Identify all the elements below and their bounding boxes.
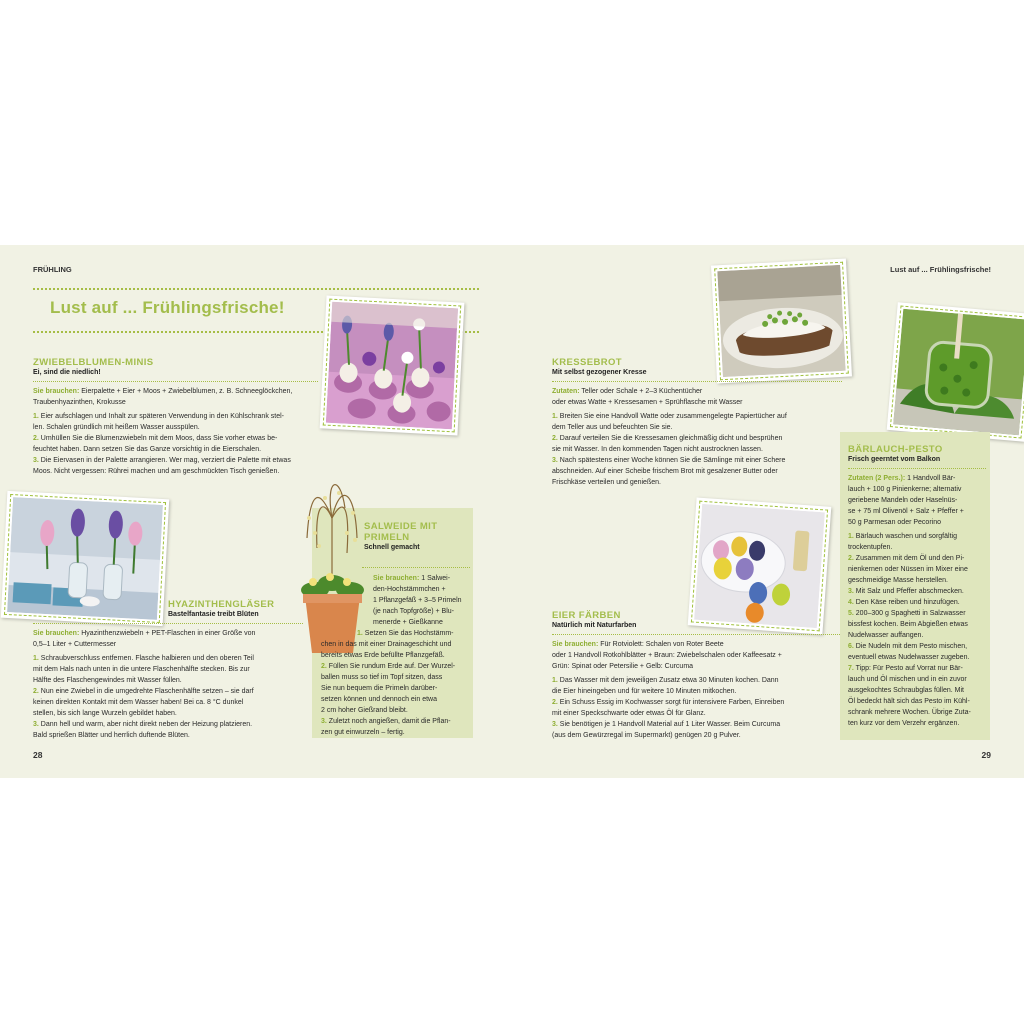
salweide-needs: Sie brauchen: 1 Salwei- den-Hochstämmchen + 1 Pflanzgefäß + 3–5 Primeln (je nach Topfgröße) + Blu- menerde + Gießkanne — [373, 575, 462, 626]
step-cont: feuchtet haben. Dann setzen Sie das Ganze vorsichtig in die Eierschalen. — [33, 446, 262, 453]
section-salweide-title — [364, 521, 469, 551]
section-title: HYAZINTHENGLÄSER — [168, 599, 275, 610]
section-kressebrot: KRESSEBROT Mit selbst gezogener Kresse Zutaten: Teller oder Schale + 2–3 Küchentücher oder etwas Watte + Kressesamen + Sprühflasche mit Wasser 1. Breiten Sie eine Handvoll Watte oder zusammengelegte Papiertücher auf dem Teller aus und befeuchten Sie sie. 2. Darauf verteilen Sie die Kressesamen gleichmäßig dicht und besprühen sie mit Wasser. In den kommenden Tagen nicht austrocknen lassen. 3. Nach spätestens einer Woche können Sie die Sämlinge mit einer Schere abschneiden. Auf einer Scheibe frischem Brot mit gesalzener Butter oder Frischkäse verteilen und genießen. — [552, 357, 842, 488]
divider — [848, 468, 986, 469]
divider — [362, 567, 470, 568]
needs-line: 0,5–1 Liter + Cuttermesser — [33, 641, 117, 648]
divider — [552, 381, 842, 382]
section-subtitle: Schnell gemacht — [364, 544, 420, 551]
step-cont: mit dem Hals nach unten in die untere Flaschenhälfte stecken. Bis zur — [33, 666, 250, 673]
needs-line: Sie brauchen: Hyazinthenzwiebeln + PET-Flaschen in einer Größe von — [33, 630, 256, 637]
section-subtitle: Mit selbst gezogener Kresse — [552, 369, 647, 376]
step-cont: Bald sprießen Blätter und herrlich duftende Blüten. — [33, 732, 190, 739]
running-head-right: Lust auf ... Frühlingsfrische! — [890, 265, 991, 274]
divider — [33, 288, 479, 290]
step: 2. Nun eine Zwiebel in die umgedrehte Flaschenhälfte setzen – sie darf — [33, 688, 254, 695]
section-title: EIER FÄRBEN — [552, 610, 621, 621]
hyacinth-photo — [1, 491, 169, 626]
running-head-left: FRÜHLING — [33, 265, 72, 274]
divider — [33, 623, 303, 624]
section-subtitle: Natürlich mit Naturfarben — [552, 622, 637, 629]
section-eier: EIER FÄRBEN Natürlich mit Naturfarben Sie brauchen: Für Rotviolett: Schalen von Roter Beete oder 1 Handvoll Rotkohlblätter + Braun: Zwiebelschalen oder Kaffeesatz + Grün: Spinat oder Petersilie + Gelb: Curcuma 1. Das Wasser mit dem jeweiligen Zusatz etwa 30 Minuten kochen. Dann die Eier hineingeben und für weitere 10 Minuten mitkochen. 2. Ein Schuss Essig im Kochwasser sorgt für intensivere Farben, Einreiben mit einer Speckschwarte oder etwas Öl für Glanz. 3. Sie benötigen je 1 Handvoll Material auf 1 Liter Wasser. Beim Curcuma (aus dem Gewürzregal im Supermarkt) genügen 20 g Pulver. — [552, 610, 842, 741]
divider — [33, 381, 318, 382]
section-title-cont: PRIMELN — [364, 532, 410, 543]
needs-line: Traubenhyazinthen, Krokusse — [33, 399, 126, 406]
egg-carton-photo — [320, 295, 465, 435]
divider — [552, 634, 842, 635]
step-cont: Moos. Nicht vergessen: Rührei machen und am geschmückten Tisch genießen. — [33, 468, 280, 475]
section-hyazinthen-title — [168, 599, 288, 618]
section-zwiebelblumen — [33, 357, 318, 477]
page-number-left: 28 — [33, 750, 43, 760]
section-title: SALWEIDE MIT — [364, 521, 438, 532]
section-subtitle: Ei, sind die niedlich! — [33, 369, 101, 376]
section-title: KRESSEBROT — [552, 357, 622, 368]
step-cont: stellen, bis sich lange Wurzeln gebildet haben. — [33, 710, 177, 717]
page-number-right: 29 — [981, 750, 991, 760]
needs-label: Sie brauchen: — [33, 388, 80, 395]
step-cont: keinen direkten Kontakt mit dem Wasser haben! Bei ca. 8 °C dunkel — [33, 699, 244, 706]
section-hyazinthen — [33, 623, 303, 741]
section-baerlauch: BÄRLAUCH-PESTO Frisch geerntet vom Balkon Zutaten (2 Pers.): 1 Handvoll Bär- lauch + 100 g Pinienkerne; alternativ geriebene Mandeln oder Haselnüs- se + 75 ml Olivenöl + Salz + Pfeffer + 50 g Parmesan oder Pecorino 1. Bärlauch waschen und sorgfältig trockentupfen. 2. Zusammen mit dem Öl und den Pi- nienkernen oder Nüssen im Mixer eine geschmeidige Masse herstellen. 3. Mit Salz und Pfeffer abschmecken. 4. Den Käse reiben und hinzufügen. 5. 200–300 g Spaghetti in Salzwasser bissfest kochen. Beim Abgießen etwas Nudelwasser auffangen. 6. Die Nudeln mit dem Pesto mischen, eventuell etwas Nudelwasser zugeben. 7. Tipp: Für Pesto auf Vorrat nur Bär- lauch und Öl mischen und in ein zuvor ausgekochtes Schraubglas füllen. Mit Öl bedeckt hält sich das Pesto im Kühl- schrank mehrere Wochen. Übrige Zuta- ten kurz vor dem Verzehr ergänzen. — [848, 444, 986, 729]
step: 2. Umhüllen Sie die Blumenzwiebeln mit dem Moos, dass Sie vorher etwas be- — [33, 435, 278, 442]
step: 1. Eier aufschlagen und Inhalt zur späteren Verwendung in den Kühlschrank stel- — [33, 413, 284, 420]
pesto-jar-photo — [887, 302, 1024, 442]
step-cont: len. Schalen gründlich mit heißem Wasser ausspülen. — [33, 424, 200, 431]
section-banner: Lust auf ... Frühlingsfrische! — [50, 298, 285, 317]
needs-line: Sie brauchen: Eierpalette + Eier + Moos + Zwiebelblumen, z. B. Schneeglöckchen, — [33, 388, 293, 395]
step: 3. Die Eiervasen in der Palette arrangieren. Wer mag, verziert die Palette mit etwas — [33, 457, 291, 464]
step-cont: Hälfte des Flaschengewindes mit Wasser füllen. — [33, 677, 182, 684]
salweide-steps: 1. Setzen Sie das Hochstämm- chen in das mit einer Drainageschicht und bereits etwas Erde befüllte Pflanzgefäß. 2. Füllen Sie rundum Erde auf. Der Wurzel- ballen muss so tief im Topf sitzen, dass Sie nun bequem die Primeln darüber- setzen können und dennoch ein etwa 2 cm hoher Gießrand bleibt. 3. Zuletzt noch angießen, damit die Pflan- zen gut einwurzeln – fertig. — [321, 630, 456, 736]
book-spread — [0, 245, 1024, 778]
step: 3. Dann hell und warm, aber nicht direkt neben der Heizung platzieren. — [33, 721, 253, 728]
section-subtitle: Frisch geerntet vom Balkon — [848, 456, 941, 463]
section-subtitle: Bastelfantasie treibt Blüten — [168, 611, 259, 618]
section-title: BÄRLAUCH-PESTO — [848, 444, 943, 455]
section-title: ZWIEBELBLUMEN-MINIS — [33, 357, 154, 368]
step: 1. Schraubverschluss entfernen. Flasche halbieren und den oberen Teil — [33, 655, 254, 662]
